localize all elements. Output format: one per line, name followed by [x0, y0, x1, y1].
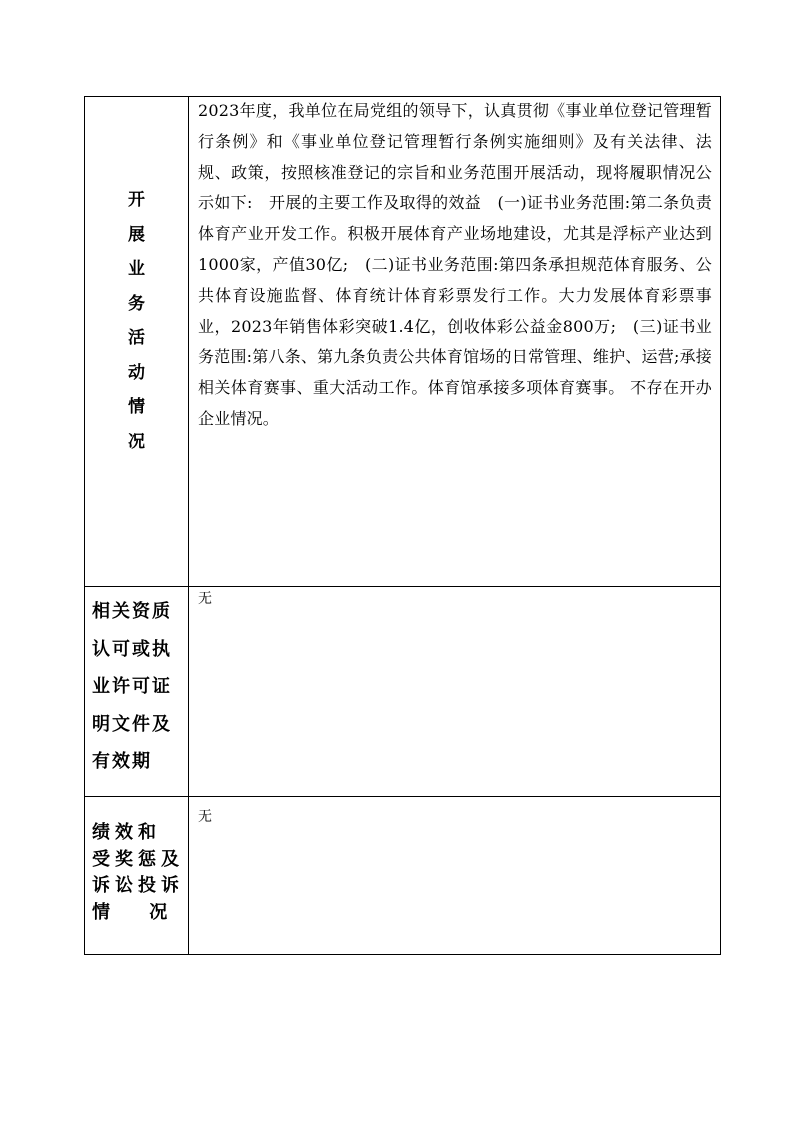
license-row	[85, 587, 721, 797]
performance-label	[85, 797, 188, 926]
performance-value: 无	[198, 809, 212, 825]
license-label-line: 业许可证	[92, 676, 172, 697]
license-label-cell	[85, 587, 189, 797]
activities-content-cell	[189, 97, 721, 587]
activities-row	[85, 97, 721, 587]
license-label-line: 有效期	[92, 751, 152, 772]
license-label-line: 相关资质	[92, 601, 172, 622]
activities-text: 2023年度，我单位在局党组的领导下，认真贯彻《事业单位登记管理暂行条例》和《事业单位登记管理暂行条例实施细则》及有关法律、法规、政策，按照核准登记的宗旨和业务范围开展活动，现将履职情况公示如下: 开展的主要工作及取得的效益 (一)证书业务范围:第二条负责体育产业开发工作。积极开展体育产业场地建设，尤其是浮标产业达到1000家，产值30亿; (二)证书业务范围:第四条承担规范体育服务、公共体育设施监督、体育统计体育彩票发行工作。大力发展体育彩票事业，2023年销售体彩突破1.4亿，创收体彩公益金800万; (三)证书业务范围:第八条、第九条负责公共体育馆场的日常管理、维护、运营;承接相关体育赛事、重大活动工作。体育馆承接多项体育赛事。 不存在开办企业情况。	[198, 101, 712, 428]
activities-label-char: 活	[128, 328, 145, 348]
activities-label-char: 开	[128, 190, 145, 210]
license-value: 无	[198, 591, 212, 607]
activities-label-char: 业	[128, 259, 145, 279]
performance-label-line: 绩效和	[92, 822, 161, 843]
performance-row	[85, 797, 721, 955]
activities-label-cell	[85, 97, 189, 587]
activities-label-char: 情	[128, 397, 145, 417]
activities-label	[85, 97, 188, 459]
disclosure-form-table	[84, 96, 721, 955]
license-label-line: 明文件及	[92, 713, 172, 735]
activities-label-char: 况	[128, 431, 145, 452]
activities-label-char: 动	[128, 362, 145, 383]
performance-content-cell	[189, 797, 721, 955]
license-content-cell	[189, 587, 721, 797]
license-label	[85, 587, 188, 781]
performance-label-line: 受奖惩及	[92, 848, 184, 870]
performance-label-line: 情 况	[92, 901, 173, 923]
activities-label-char: 展	[128, 224, 145, 245]
license-label-line: 认可或执	[92, 638, 172, 660]
performance-label-cell	[85, 797, 189, 955]
activities-label-char: 务	[128, 293, 145, 314]
performance-label-line: 诉讼投诉	[92, 875, 184, 896]
